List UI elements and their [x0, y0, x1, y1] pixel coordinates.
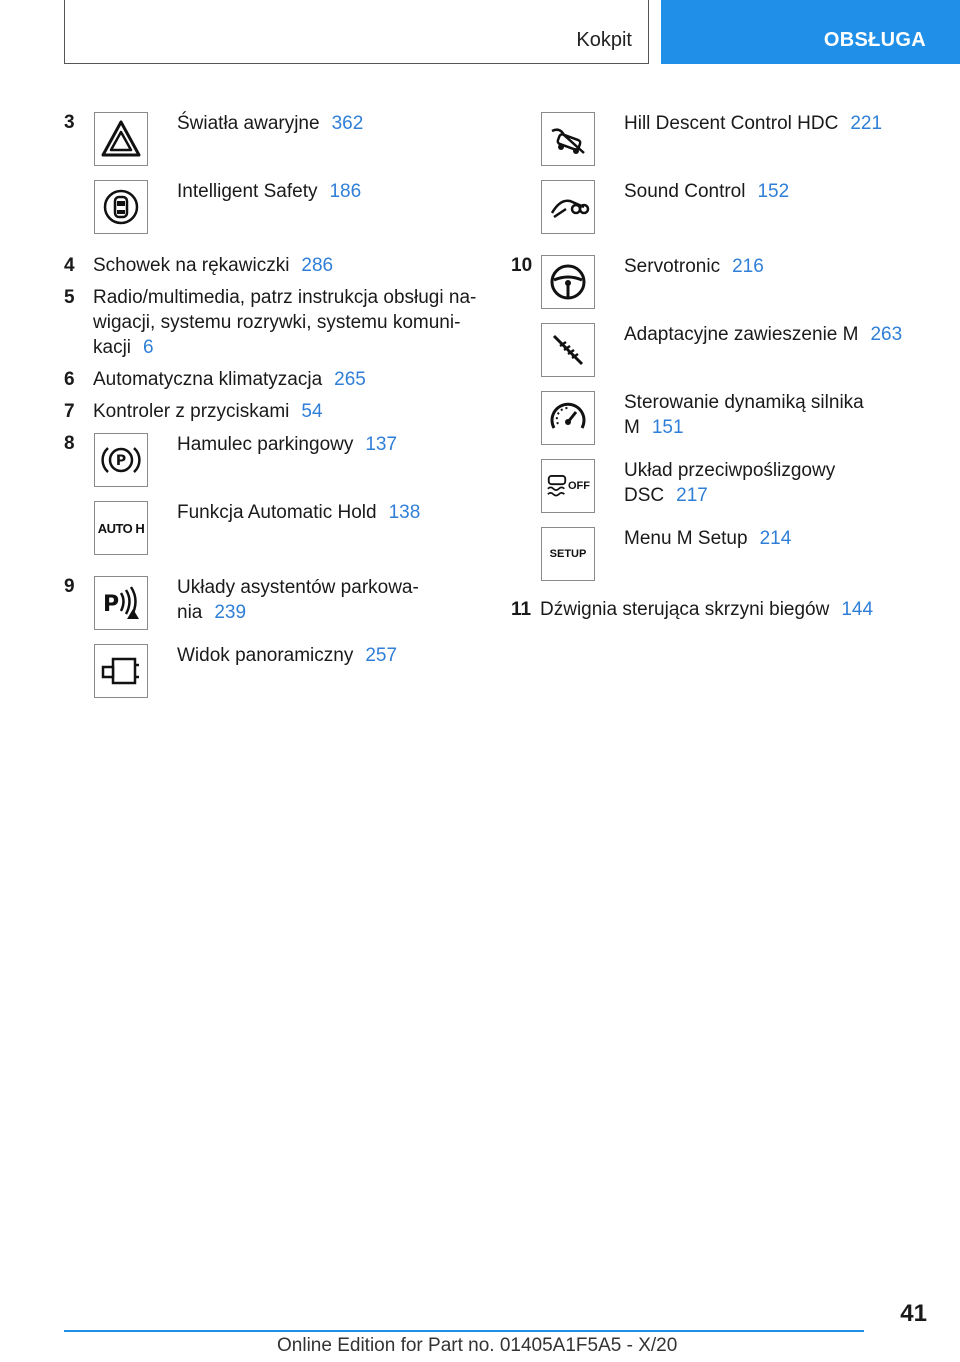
entry-m-setup: [511, 525, 936, 593]
page-link[interactable]: 138: [388, 502, 421, 523]
item-number: 9: [64, 576, 75, 597]
hazard-warning-icon: [94, 112, 148, 166]
item-number: 6: [64, 369, 75, 390]
entry-label-line: wigacji, systemu rozrywki, systemu komuni-: [93, 312, 461, 333]
page-link[interactable]: 137: [365, 434, 398, 455]
panorama-view-icon: [94, 644, 148, 698]
svg-text:P: P: [115, 453, 127, 469]
item-number: 8: [64, 433, 75, 454]
item-number: 4: [64, 255, 75, 276]
item-7: [64, 399, 489, 424]
intelligent-safety-icon: [94, 180, 148, 234]
entry-label-line: M: [624, 417, 640, 438]
entry-dsc: [511, 457, 936, 525]
item-3: [64, 110, 489, 246]
entry-label: Hill Descent Control HDC: [624, 113, 839, 134]
shock-absorber-icon: [541, 323, 595, 377]
page-link[interactable]: 214: [759, 528, 792, 549]
entry-servotronic: [511, 253, 936, 321]
item-11: [511, 597, 936, 622]
page-number: 41: [900, 1300, 927, 1327]
entry-label: Automatyczna klimatyzacja: [93, 369, 323, 390]
page-link[interactable]: 217: [676, 485, 708, 506]
entry-label-line: Sterowanie dynamiką silnika: [624, 392, 864, 413]
entry-label: Intelligent Safety: [177, 181, 318, 202]
entry-parking-brake: [64, 431, 489, 499]
entry-label: Sound Control: [624, 181, 746, 202]
auto-hold-icon: [94, 501, 148, 555]
item-9-continued: [511, 110, 936, 246]
left-column: [64, 110, 489, 710]
entry-engine-dynamics: [511, 389, 936, 457]
page-link[interactable]: 286: [301, 255, 334, 276]
svg-text:P: P: [103, 592, 120, 617]
page-link[interactable]: 152: [757, 181, 790, 202]
entry-label: Światła awaryjne: [177, 113, 320, 134]
engine-dynamics-icon: [541, 391, 595, 445]
entry-auto-hold: [64, 499, 489, 567]
entry-label-line: nia: [177, 602, 203, 623]
item-8: [64, 431, 489, 567]
entry-label: Servotronic: [624, 256, 721, 277]
item-number: 3: [64, 112, 75, 133]
dsc-off-icon: [541, 459, 595, 513]
parking-assistant-icon: [94, 576, 148, 630]
item-number: 5: [64, 287, 75, 308]
entry-label: Kontroler z przyciskami: [93, 401, 290, 422]
item-6: [64, 367, 489, 392]
hill-descent-icon: [541, 112, 595, 166]
page-link[interactable]: 257: [365, 645, 398, 666]
entry-label: Widok panoramiczny: [177, 645, 354, 666]
item-5: [64, 285, 489, 360]
page-link[interactable]: 216: [732, 256, 764, 277]
item-10: [511, 253, 936, 593]
icon-caption: OFF: [568, 479, 590, 492]
sound-control-icon: [541, 180, 595, 234]
entry-label-line: Radio/multimedia, patrz instrukcja obsługi na-: [93, 287, 477, 308]
m-setup-icon: [541, 527, 595, 581]
page-link[interactable]: 6: [143, 337, 154, 358]
entry-label: Hamulec parkingowy: [177, 434, 354, 455]
entry-panorama-view: [64, 642, 489, 710]
item-9: [64, 574, 489, 710]
footer-divider: [64, 1330, 864, 1332]
entry-label: Adaptacyjne zawieszenie M: [624, 324, 859, 345]
parking-brake-icon: [94, 433, 148, 487]
entry-label: Schowek na rękawiczki: [93, 255, 290, 276]
page-link[interactable]: 362: [331, 113, 364, 134]
entry-label: Dźwignia sterująca skrzyni biegów: [540, 599, 830, 620]
entry-label-line: DSC: [624, 485, 665, 506]
header-chapter-title: OBSŁUGA: [823, 29, 926, 51]
entry-label-line: Układ przeciwpoślizgowy: [624, 460, 836, 481]
entry-intelligent-safety: [64, 178, 489, 246]
entry-label-line: Układy asystentów parkowa-: [177, 577, 419, 598]
item-4: [64, 253, 489, 278]
header-section-title: Kokpit: [576, 29, 632, 51]
item-number: 7: [64, 401, 75, 422]
page-link[interactable]: 186: [329, 181, 362, 202]
header-chapter-tab[interactable]: [661, 0, 960, 64]
footer-edition: Online Edition for Part no. 01405A1F5A5 - X/20: [277, 1335, 678, 1356]
icon-caption: SETUP: [549, 547, 587, 560]
entry-hill-descent: [511, 110, 936, 178]
entry-adaptive-suspension: [511, 321, 936, 389]
entry-label: Menu M Setup: [624, 528, 748, 549]
entry-sound-control: [511, 178, 936, 246]
header-section-box: [64, 0, 649, 64]
entry-label-line: kacji: [93, 337, 132, 358]
item-number: 11: [511, 599, 532, 620]
entry-label: Funkcja Automatic Hold: [177, 502, 377, 523]
entry-parking-assistant: [64, 574, 489, 642]
entry-hazard-lights: [64, 110, 489, 178]
steering-wheel-icon: [541, 255, 595, 309]
page-link[interactable]: 221: [850, 113, 883, 134]
right-column: [511, 110, 936, 629]
item-number: 10: [511, 255, 533, 276]
page-link[interactable]: 144: [841, 599, 874, 620]
page-link[interactable]: 151: [651, 417, 684, 438]
page-link[interactable]: 54: [301, 401, 323, 422]
page-link[interactable]: 239: [214, 602, 247, 623]
page-link[interactable]: 263: [870, 324, 903, 345]
icon-caption: AUTO H: [97, 520, 145, 536]
page-link[interactable]: 265: [334, 369, 366, 390]
